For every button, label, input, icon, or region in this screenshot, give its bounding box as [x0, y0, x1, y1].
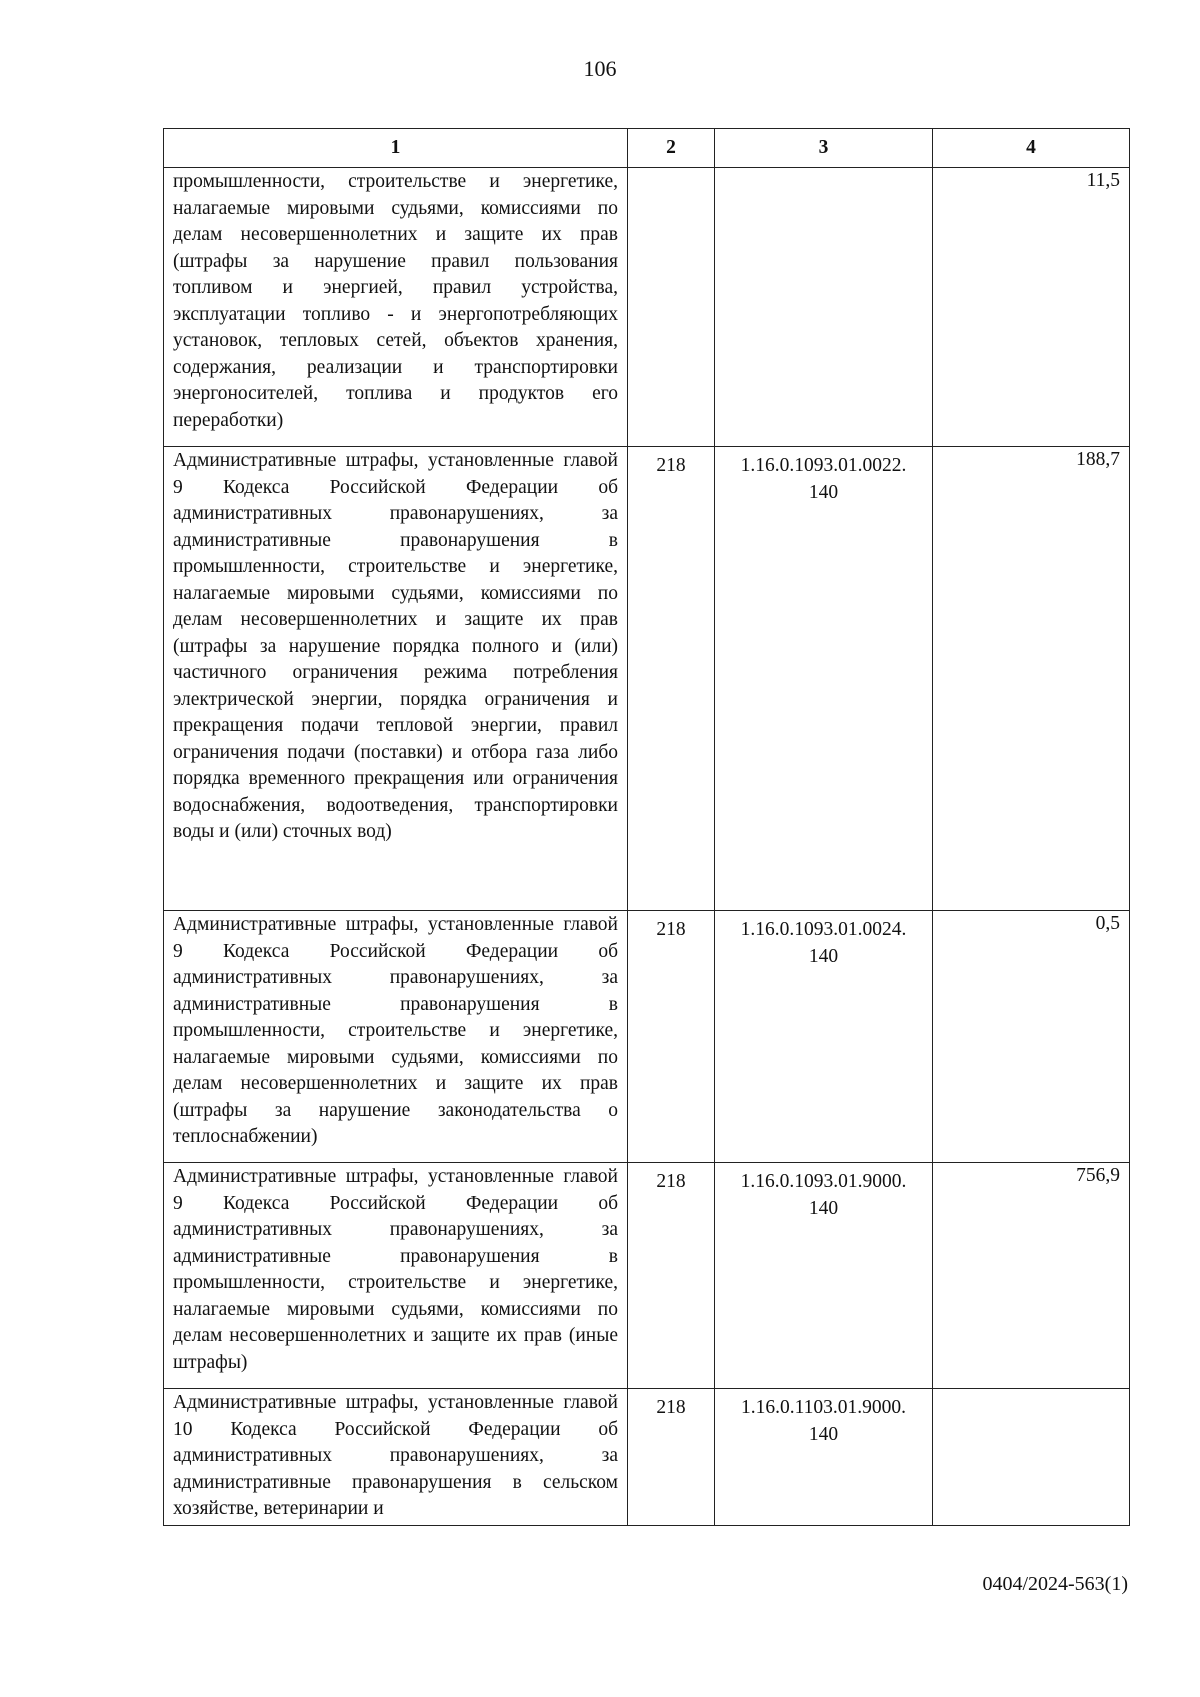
amount [933, 1389, 1130, 1526]
budget-classification-code [715, 168, 933, 447]
revenue-description: Административные штрафы, установленные главой 9 Кодекса Российской Федерации об административных правонарушениях, за административные правонарушения в промышленности, строительстве и энергетике, налагаемые мировыми судьями, комиссиями по делам несовершеннолетних и защите их прав (штрафы за нарушение законодательства о теплоснабжении) [164, 911, 628, 1163]
page-number: 106 [583, 56, 617, 81]
column-header-4: 4 [933, 129, 1130, 168]
column-header-3: 3 [715, 129, 933, 168]
admin-code: 218 [628, 1163, 715, 1389]
kbk-code-suffix: 140 [808, 1423, 839, 1445]
header-row [164, 129, 1130, 168]
column-header-1: 1 [164, 129, 628, 168]
revenue-description: Административные штрафы, установленные главой 9 Кодекса Российской Федерации об административных правонарушениях, за административные правонарушения в промышленности, строительстве и энергетике, налагаемые мировыми судьями, комиссиями по делам несовершеннолетних и защите их прав (штрафы за нарушение порядка полного и (или) частичного ограничения режима потребления электрической энергии, порядка ограничения и прекращения подачи тепловой энергии, правил ограничения подачи (поставки) и отбора газа либо порядка временного прекращения или ограничения водоснабжения, водоотведения, транспортировки воды и (или) сточных вод) [164, 447, 628, 911]
document-code: 0404/2024-563(1) [982, 1573, 1128, 1595]
admin-code [628, 168, 715, 447]
budget-classification-code [715, 447, 933, 911]
column-header-2: 2 [628, 129, 715, 168]
kbk-code-suffix: 140 [808, 481, 839, 503]
budget-classification-code [715, 1163, 933, 1389]
amount: 0,5 [933, 911, 1130, 1163]
revenue-description: Административные штрафы, установленные главой 10 Кодекса Российской Федерации об административных правонарушениях, за административные правонарушения в сельском хозяйстве, ветеринарии и [164, 1389, 628, 1526]
kbk-code-line: 1.16.0.1093.01.0024. [740, 919, 907, 940]
revenue-description: промышленности, строительстве и энергетике, налагаемые мировыми судьями, комиссиями по делам несовершеннолетних и защите их прав (штрафы за нарушение правил пользования топливом и энергией, правил устройства, эксплуатации топливо - и энергопотребляющих установок, тепловых сетей, объектов хранения, содержания, реализации и транспортировки энергоносителей, топлива и продуктов его переработки) [164, 168, 628, 447]
table-row [164, 168, 1130, 447]
kbk-code-suffix: 140 [808, 1197, 839, 1219]
table-row [164, 1163, 1130, 1389]
budget-classification-code [715, 1389, 933, 1526]
amount: 756,9 [933, 1163, 1130, 1389]
revenue-description: Административные штрафы, установленные главой 9 Кодекса Российской Федерации об административных правонарушениях, за административные правонарушения в промышленности, строительстве и энергетике, налагаемые мировыми судьями, комиссиями по делам несовершеннолетних и защите их прав (иные штрафы) [164, 1163, 628, 1389]
admin-code: 218 [628, 447, 715, 911]
kbk-code-line: 1.16.0.1093.01.9000. [740, 1171, 907, 1192]
table-row [164, 1389, 1130, 1526]
table-row [164, 911, 1130, 1163]
amount: 11,5 [933, 168, 1130, 447]
table-row [164, 447, 1130, 911]
kbk-code-line: 1.16.0.1093.01.0022. [740, 455, 907, 476]
admin-code: 218 [628, 911, 715, 1163]
budget-classification-code [715, 911, 933, 1163]
amount: 188,7 [933, 447, 1130, 911]
admin-code: 218 [628, 1389, 715, 1526]
kbk-code-line: 1.16.0.1103.01.9000. [740, 1397, 907, 1418]
budget-table [163, 128, 1130, 1526]
kbk-code-suffix: 140 [808, 945, 839, 967]
